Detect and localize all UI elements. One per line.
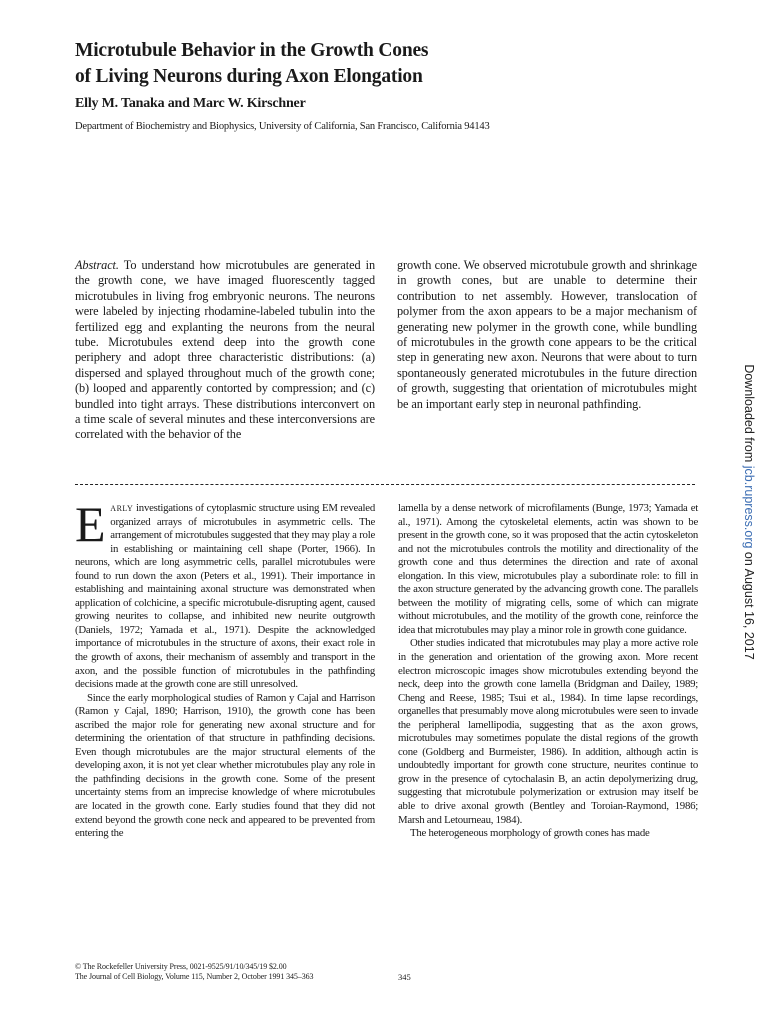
- abstract-label: Abstract.: [75, 258, 119, 272]
- intro-paragraph-3: lamella by a dense network of microfilaments (Bunge, 1973; Yamada et al., 1971). Among the cytoskeletal elements, actin was shown to be present in the growth cone, so it was proposed that the actin cytoskeleton and not the microtubules controls the motility and directionality of the growth cone and thus determines the direction and rate of axonal elongation. In this view, microtubules play a subordinate role: to fill in the axon structure generated by the advancing growth cone. The parallels between the motility of migrating cells, some of which can migrate without microtubules, and the motility of the growth cone, reinforce the idea that microtubules may play a minor role in growth cone guidance.: [398, 502, 698, 636]
- abstract-right-column: growth cone. We observed microtubule growth and shrinkage in growth cones, but are unable to determine their contribution to net assembly. However, translocation of polymer from the axon appears to be a major mechanism of generating new polymer in the growth cone, while bundling of microtubules in the growth cone appears to be the critical step in generating new axon. Neurons that were about to turn spontaneously generated microtubules in the future direction of growth, suggesting that orientation of microtubules might be an important early step in neuronal pathfinding.: [397, 258, 697, 411]
- download-banner-suffix: on August 16, 2017: [742, 548, 756, 660]
- body-right-column: [398, 502, 698, 841]
- drop-cap: E: [75, 496, 106, 552]
- title-line-1: Microtubule Behavior in the Growth Cones: [75, 40, 429, 61]
- intro-paragraph-2: Since the early morphological studies of Ramon y Cajal and Harrison (Ramon y Cajal, 1890; Harrison, 1910), the growth cone has been ascribed the major role for generating new axonal structure and for determining the orientation of that structure in pathfinding decisions. Even though microtubules are the major structural elements of the developing axon, it is not yet clear whether microtubules play any role in the pathfinding decisions in the growth cone. Some of the present uncertainty stems from an imprecise knowledge of where microtubules are located in the growth cone. Early studies found that they did not extend beyond the growth cone neck and appeared to be prevented from entering the: [75, 691, 375, 840]
- body-left-column: [75, 496, 375, 841]
- download-banner: [742, 364, 756, 659]
- intro-paragraph-5: The heterogeneous morphology of growth cones has made: [410, 827, 650, 840]
- abstract-left-text: To understand how microtubules are generated in the growth cone, we have imaged fluorescently tagged microtubules in living frog embryonic neurons. The neurons were labeled by injecting rhodamine-labeled tubulin into the fertilized egg and explanting the neurons from the neural tube. Microtubules extend deep into the growth cone periphery and adopt three characteristic distributions: (a) dispersed and splayed throughout much of the growth cone; (b) looped and apparently contorted by compression; and (c) bundled into tight arrays. These distributions interconvert on a time scale of several minutes and these interconversions are correlated with the behavior of the: [75, 258, 375, 442]
- footer-copyright: [75, 962, 395, 982]
- intro-paragraph-1-text: investigations of cytoplasmic structure using EM revealed organized arrays of microtubules in asymmetric cells. The arrangement of microtubules suggested that they may play a role in establishing or maintaining cell shape (Porter, 1966). In neurons, which are long asymmetric cells, parallel microtubules were found to run down the axon (Peters et al., 1991). Their importance in establishing and maintaining axonal structure was demonstrated when application of colchicine, a specific microtubule-disrupting agent, caused growing neurites to collapse, and inhibited new neurite outgrowth (Daniels, 1972; Yamada et al., 1971). Despite the acknowledged importance of microtubules in the structure of axons, their exact role in the growth of axons, their mechanism of assembly and transport in the axon, and the possible function of microtubules in the pathfinding decisions made at the growth cone are still unresolved.: [75, 502, 375, 691]
- intro-paragraph-4: Other studies indicated that microtubules may play a more active role in the generation and orientation of the growing axon. More recent electron microscopic images show microtubules extending beyond the neck, deep into the growth cone lamella (Bridgman and Dailey, 1989; Cheng and Reese, 1985; Tsui et al., 1984). In time lapse recordings, organelles that presumably move along microtubules were seen to invade the peripheral lamellipodia, suggesting that as the axon grows, microtubules may sometimes populate the distal regions of the growth cone (Goldberg and Burmeister, 1986). In addition, although actin is undoubtedly important for growth cone structure, neurites continue to grow in the presence of cytochalasin B, an actin depolymerizing drug, suggesting that microtubule polymerization or extrusion may itself be able to drive axonal growth (Bentley and Toroian-Raymond, 1986; Marsh and Letourneau, 1984).: [398, 637, 698, 826]
- download-banner-prefix: Downloaded from: [742, 364, 756, 466]
- section-divider: [75, 484, 695, 485]
- footer-line-2: The Journal of Cell Biology, Volume 115, Number 2, October 1991 345–363: [75, 972, 314, 981]
- lead-smallcaps: arly: [110, 502, 134, 514]
- article-title: [75, 38, 635, 90]
- affiliation: Department of Biochemistry and Biophysics, University of California, San Francisco, California 94143: [75, 121, 490, 132]
- page-number: 345: [398, 972, 411, 982]
- footer-line-1: © The Rockefeller University Press, 0021-9525/91/10/345/19 $2.00: [75, 962, 287, 971]
- download-banner-link[interactable]: jcb.rupress.org: [742, 465, 756, 549]
- authors: Elly M. Tanaka and Marc W. Kirschner: [75, 96, 306, 111]
- title-line-2: of Living Neurons during Axon Elongation: [75, 66, 423, 87]
- abstract-left-column: [75, 258, 375, 443]
- intro-paragraph-1: [75, 496, 375, 692]
